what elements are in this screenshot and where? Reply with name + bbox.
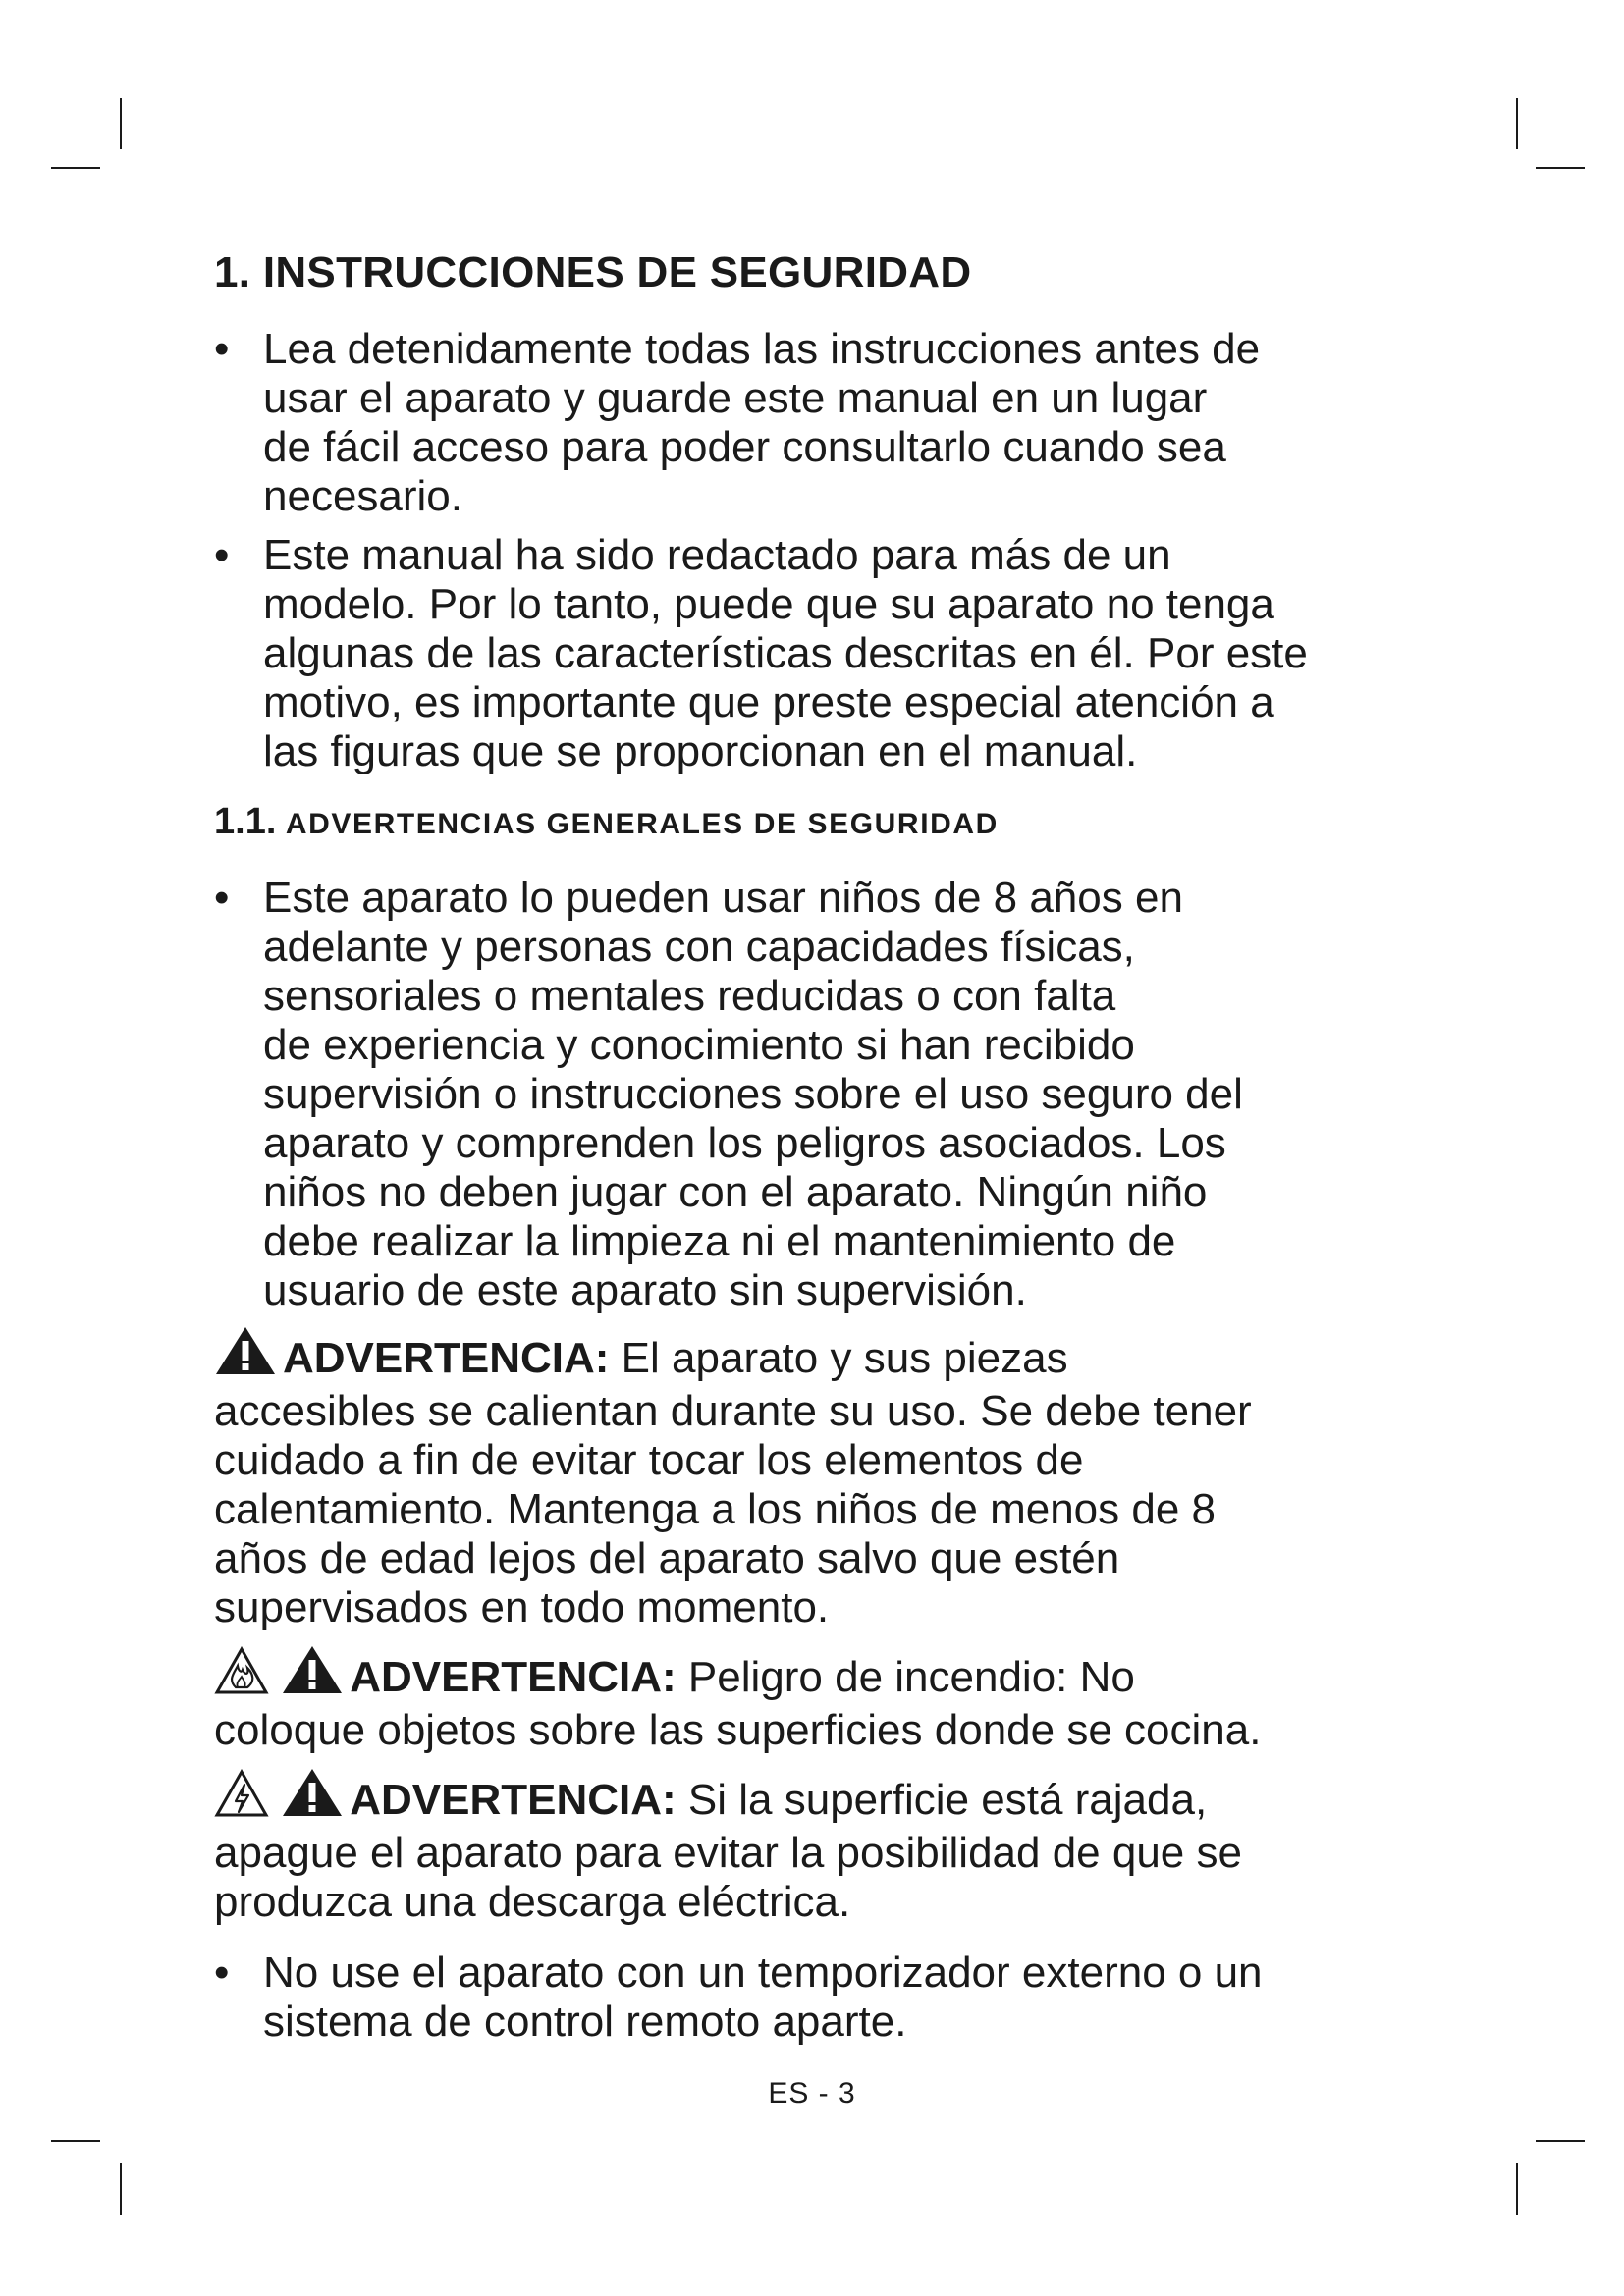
- bullet-item: [214, 325, 1422, 521]
- crop-mark-bottom-left-h: [51, 2140, 100, 2142]
- bullet-dot: •: [214, 530, 230, 579]
- bullet-line: de experiencia y conocimiento si han recibido: [263, 1021, 1135, 1070]
- bullet-item: [214, 874, 1422, 1315]
- bullet-line: Este manual ha sido redactado para más de un: [263, 530, 1171, 579]
- bullet-line: No use el aparato con un temporizador externo o un: [263, 1949, 1263, 1998]
- subsection-number: 1.1.: [214, 800, 277, 842]
- bullet-line: usar el aparato y guarde este manual en un lugar: [263, 373, 1208, 422]
- warning-line: años de edad lejos del aparato salvo que estén: [214, 1534, 1120, 1583]
- warning-icons: [214, 1644, 344, 1706]
- bullet-line: necesario.: [263, 471, 463, 520]
- warning-text: Si la superficie está rajada,: [676, 1776, 1208, 1825]
- warning-line: apague el aparato para evitar la posibilidad de que se: [214, 1829, 1242, 1878]
- bullet-line: supervisión o instrucciones sobre el uso seguro del: [263, 1070, 1243, 1119]
- warning-block: [214, 1767, 1422, 1927]
- bullet-line: debe realizar la limpieza ni el mantenimiento de: [263, 1217, 1176, 1266]
- warning-label: ADVERTENCIA:: [350, 1776, 677, 1825]
- bullet-dot: •: [214, 1949, 230, 1998]
- section-title: 1. INSTRUCCIONES DE SEGURIDAD: [214, 248, 972, 296]
- bullet-line: modelo. Por lo tanto, puede que su aparato no tenga: [263, 579, 1274, 628]
- warning-icon: [281, 1644, 344, 1695]
- warning-first-line: [214, 1644, 1422, 1706]
- subsection-title: [214, 800, 1422, 845]
- warning-line: accesibles se calientan durante su uso. Se debe tener: [214, 1387, 1252, 1436]
- warning-line: produzca una descarga eléctrica.: [214, 1878, 851, 1927]
- bullet-line: usuario de este aparato sin supervisión.: [263, 1266, 1027, 1315]
- crop-mark-top-left-h: [51, 167, 100, 169]
- bullet-line: motivo, es importante que preste especial atención a: [263, 677, 1274, 726]
- page-content: [214, 247, 1422, 2056]
- bullet-dot: •: [214, 324, 230, 373]
- bullet-line: las figuras que se proporcionan en el manual.: [263, 726, 1138, 775]
- bullet-line: Lea detenidamente todas las instrucciones antes de: [263, 324, 1261, 373]
- bullet-line: aparato y comprenden los peligros asociados. Los: [263, 1119, 1226, 1168]
- bullet-line: niños no deben jugar con el aparato. Ningún niño: [263, 1168, 1208, 1217]
- bullet-item: [214, 531, 1422, 776]
- crop-mark-bottom-right-v: [1516, 2163, 1518, 2215]
- crop-mark-bottom-right-h: [1536, 2140, 1585, 2142]
- warning-line: supervisados en todo momento.: [214, 1583, 830, 1632]
- warning-block: [214, 1325, 1422, 1632]
- warning-line: coloque objetos sobre las superficies donde se cocina.: [214, 1706, 1262, 1755]
- electric-hazard-icon: [214, 1769, 269, 1818]
- warning-block: [214, 1644, 1422, 1755]
- warning-label: ADVERTENCIA:: [283, 1334, 610, 1383]
- bullet-item: [214, 1949, 1422, 2047]
- bullet-line: adelante y personas con capacidades físicas,: [263, 923, 1135, 972]
- bullet-line: Este aparato lo pueden usar niños de 8 años en: [263, 874, 1183, 923]
- warning-icon: [281, 1767, 344, 1818]
- subsection-label: ADVERTENCIAS GENERALES DE SEGURIDAD: [285, 807, 999, 840]
- warning-icons: [214, 1325, 277, 1387]
- crop-mark-top-right-h: [1536, 167, 1585, 169]
- crop-mark-bottom-left-v: [120, 2163, 122, 2215]
- crop-mark-top-left-v: [120, 98, 122, 149]
- warning-text: El aparato y sus piezas: [609, 1334, 1068, 1383]
- warning-text: Peligro de incendio: No: [676, 1653, 1135, 1702]
- bullet-line: de fácil acceso para poder consultarlo cuando sea: [263, 422, 1226, 471]
- bullet-dot: •: [214, 874, 230, 923]
- bullet-line: sistema de control remoto aparte.: [263, 1998, 907, 2047]
- crop-mark-top-right-v: [1516, 98, 1518, 149]
- bullet-line: algunas de las características descritas en él. Por este: [263, 628, 1308, 677]
- bullet-line: sensoriales o mentales reducidas o con falta: [263, 972, 1116, 1021]
- warning-line: cuidado a fin de evitar tocar los elementos de: [214, 1436, 1084, 1485]
- warning-icons: [214, 1767, 344, 1829]
- warning-first-line: [214, 1767, 1422, 1829]
- warning-label: ADVERTENCIA:: [350, 1653, 677, 1702]
- page-number: ES - 3: [768, 2077, 856, 2109]
- warning-icon: [214, 1325, 277, 1376]
- warning-first-line: [214, 1325, 1422, 1387]
- warning-line: calentamiento. Mantenga a los niños de menos de 8: [214, 1485, 1216, 1534]
- fire-hazard-icon: [214, 1646, 269, 1695]
